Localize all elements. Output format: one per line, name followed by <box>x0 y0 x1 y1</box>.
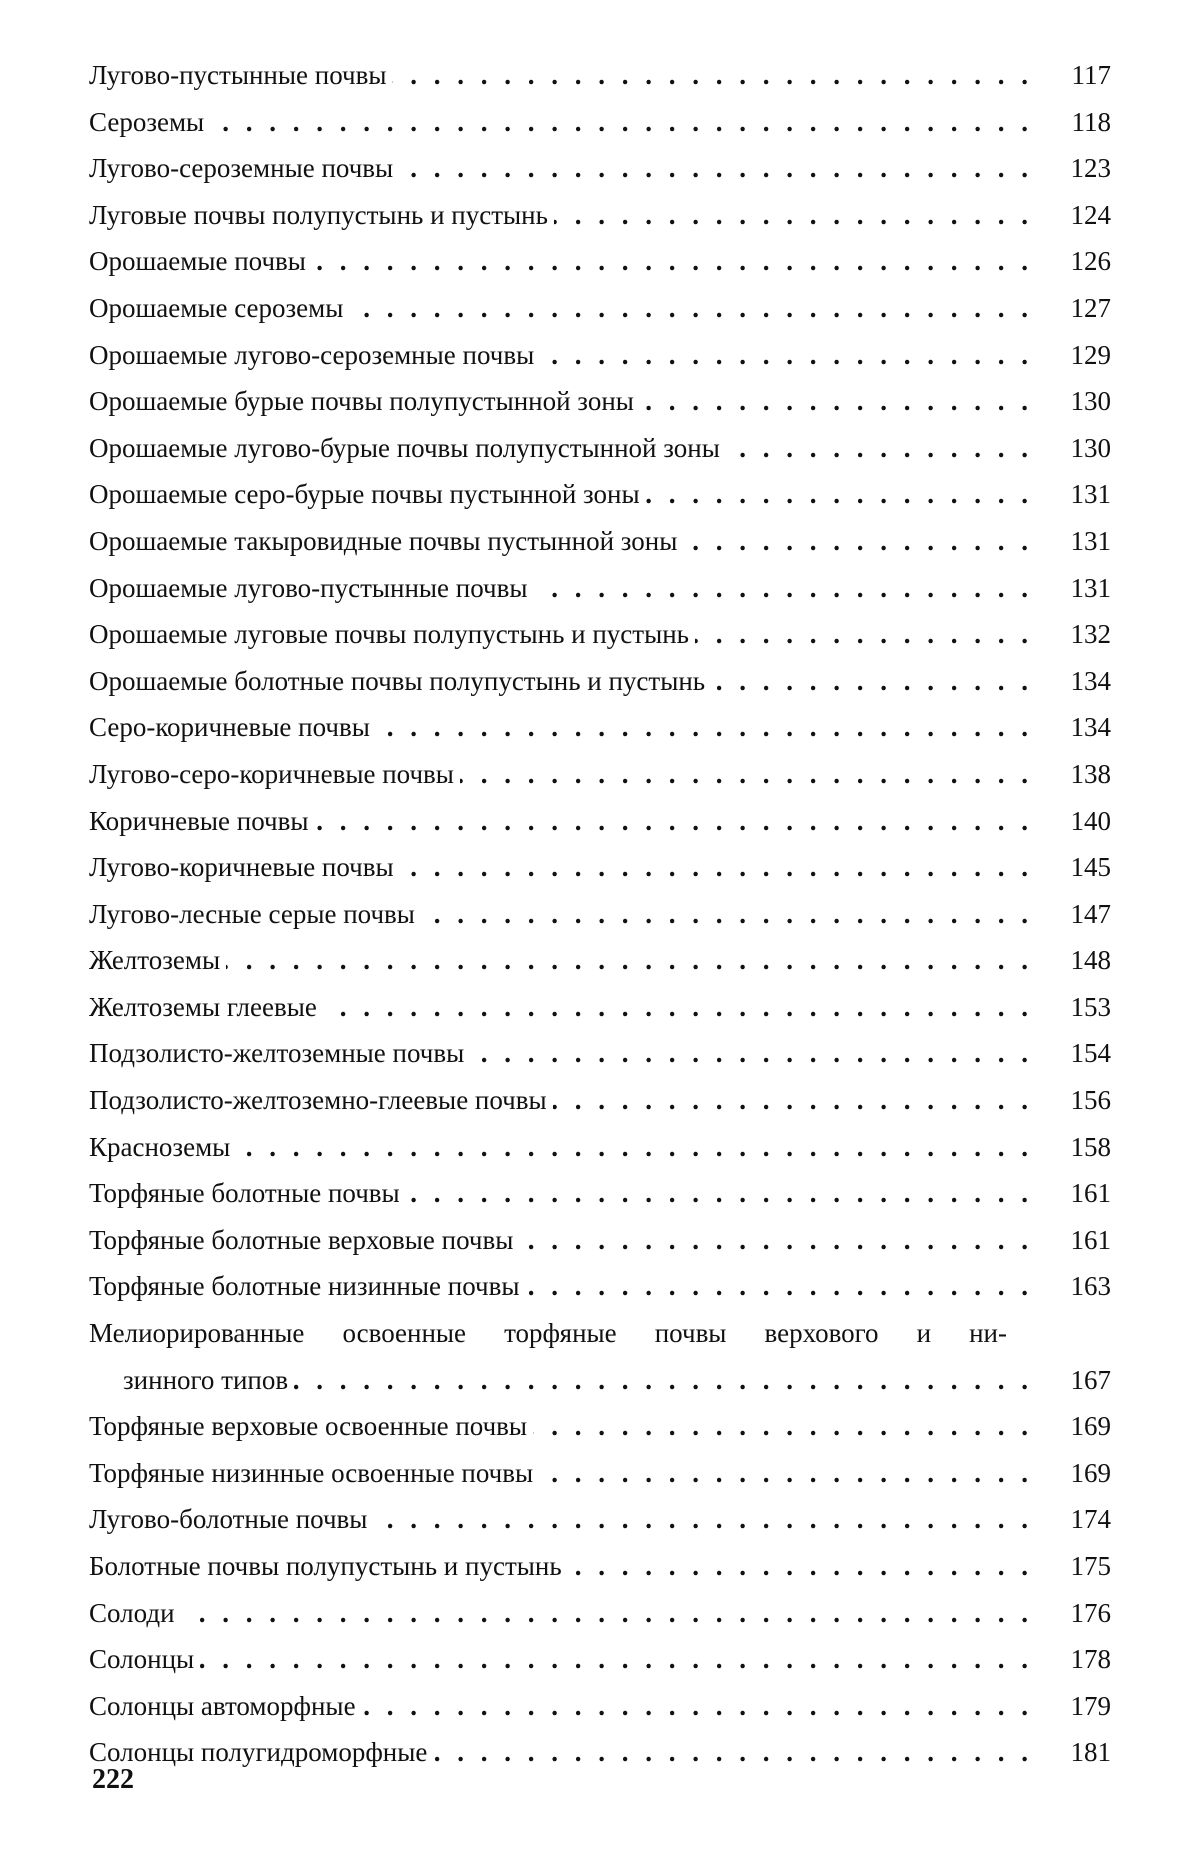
toc-entry-page: 134 <box>1070 665 1111 696</box>
toc-entry-page: 123 <box>1070 153 1111 184</box>
toc-leader-dots <box>553 1077 1033 1124</box>
toc-entry-page: 178 <box>1070 1644 1111 1675</box>
toc-entry-title: Орошаемые лугово-пустынные почвы <box>89 572 528 603</box>
toc-leader-dots <box>534 565 1033 612</box>
toc-entry-page: 140 <box>1070 805 1111 836</box>
toc-entry-title: Торфяные болотные почвы <box>89 1178 400 1209</box>
toc-leader-dots <box>400 844 1033 891</box>
toc-entry <box>89 1170 1111 1217</box>
toc-entry <box>89 1636 1111 1683</box>
toc-entry <box>89 192 1111 239</box>
toc-entry <box>89 332 1111 379</box>
toc-entry-title: Желтоземы глеевые <box>89 991 317 1022</box>
toc-entry-page: 117 <box>1071 60 1111 90</box>
toc-entry <box>89 1310 1111 1403</box>
toc-entry-page: 118 <box>1071 106 1111 137</box>
toc-entry <box>89 52 1111 99</box>
toc-leader-dots <box>294 1357 1033 1404</box>
toc-leader-dots <box>533 1403 1033 1450</box>
toc-entry-title: Орошаемые бурые почвы полупустынной зоны <box>89 386 634 417</box>
toc-leader-dots <box>646 471 1033 518</box>
toc-leader-dots <box>540 332 1033 379</box>
toc-leader-dots <box>210 99 1033 146</box>
toc-leader-dots <box>236 1124 1033 1171</box>
toc-entry-title: Подзолисто-желтоземные почвы <box>89 1038 465 1069</box>
toc-entry-title: Солоди <box>89 1597 175 1628</box>
toc-leader-dots <box>525 1263 1033 1310</box>
toc-entry-page: 132 <box>1070 619 1111 650</box>
toc-entry-page: 147 <box>1070 898 1111 929</box>
toc-leader-dots <box>399 145 1033 192</box>
toc-entry-title: Торфяные болотные низинные почвы <box>89 1271 520 1302</box>
toc-entry-title: Орошаемые луговые почвы полупустынь и пустынь <box>89 619 689 650</box>
toc-leader-dots <box>406 1170 1033 1217</box>
toc-entry <box>89 1263 1111 1310</box>
toc-entry-title: Орошаемые такыровидные почвы пустынной зоны <box>89 525 678 556</box>
toc-leader-dots <box>460 751 1033 798</box>
table-of-contents <box>89 52 1111 1776</box>
toc-entry <box>89 891 1111 938</box>
toc-entry <box>89 751 1111 798</box>
toc-entry <box>89 1450 1111 1497</box>
toc-entry-title: Серо-коричневые почвы <box>89 712 370 743</box>
toc-leader-dots <box>554 192 1033 239</box>
toc-entry <box>89 1590 1111 1637</box>
toc-leader-dots <box>519 1217 1033 1264</box>
toc-entry-title: Торфяные болотные верховые почвы <box>89 1224 514 1255</box>
toc-entry-page: 134 <box>1070 712 1111 743</box>
toc-entry-page: 169 <box>1070 1457 1111 1488</box>
toc-leader-dots <box>312 238 1033 285</box>
toc-entry-page: 138 <box>1070 758 1111 789</box>
toc-entry-page: 148 <box>1070 945 1111 976</box>
toc-entry <box>89 145 1111 192</box>
toc-entry-page: 161 <box>1070 1224 1111 1255</box>
toc-entry-page: 124 <box>1070 199 1111 230</box>
toc-entry-title: Орошаемые лугово-сероземные почвы <box>89 339 535 370</box>
toc-entry-title: Орошаемые серо-бурые почвы пустынной зоны <box>89 479 640 510</box>
toc-leader-dots <box>640 378 1033 425</box>
toc-entry-page: 130 <box>1070 432 1111 463</box>
toc-leader-dots <box>314 798 1033 845</box>
toc-entry-title: Орошаемые сероземы <box>89 292 344 323</box>
toc-entry-page: 176 <box>1070 1597 1111 1628</box>
toc-entry-page: 154 <box>1070 1038 1111 1069</box>
toc-entry-page: 163 <box>1070 1271 1111 1302</box>
toc-entry-page: 131 <box>1070 525 1111 556</box>
toc-entry-title: Орошаемые почвы <box>89 246 306 277</box>
toc-entry-page: 126 <box>1070 246 1111 277</box>
toc-leader-dots <box>200 1636 1033 1683</box>
toc-entry-title: Желтоземы <box>89 945 221 976</box>
toc-entry <box>89 565 1111 612</box>
toc-leader-dots <box>539 1450 1033 1497</box>
toc-leader-dots <box>392 52 1033 99</box>
toc-entry <box>89 1496 1111 1543</box>
toc-leader-dots <box>226 937 1033 984</box>
toc-entry-page: 145 <box>1070 852 1111 883</box>
toc-entry <box>89 1729 1111 1776</box>
toc-entry-page: 174 <box>1070 1504 1111 1535</box>
toc-entry-title: Луговые почвы полупустынь и пустынь <box>89 199 548 230</box>
toc-entry <box>89 658 1111 705</box>
toc-leader-dots <box>323 984 1033 1031</box>
page-number: 222 <box>92 1764 134 1795</box>
toc-entry-title: Мелиорированные освоенные торфяные почвы верхового и ни- <box>89 1318 1007 1349</box>
toc-entry-title: Торфяные верховые освоенные почвы <box>89 1411 528 1442</box>
toc-entry-title: Лугово-серо-коричневые почвы <box>89 758 454 789</box>
toc-leader-dots <box>421 891 1033 938</box>
toc-entry-title: Лугово-лесные серые почвы <box>89 898 415 929</box>
toc-entry <box>89 518 1111 565</box>
toc-entry-page: 181 <box>1070 1737 1111 1768</box>
toc-entry <box>89 1403 1111 1450</box>
toc-entry <box>89 1683 1111 1730</box>
toc-entry <box>89 99 1111 146</box>
toc-entry-page: 129 <box>1070 339 1111 370</box>
toc-entry <box>89 1077 1111 1124</box>
toc-leader-dots <box>181 1590 1033 1637</box>
toc-leader-dots <box>568 1543 1033 1590</box>
toc-entry-title: Лугово-коричневые почвы <box>89 852 394 883</box>
toc-leader-dots <box>349 285 1033 332</box>
toc-entry-title: Подзолисто-желтоземно-глеевые почвы <box>89 1085 547 1116</box>
toc-entry-title: Торфяные низинные освоенные почвы <box>89 1457 534 1488</box>
toc-entry-page: 131 <box>1070 572 1111 603</box>
toc-entry <box>89 984 1111 1031</box>
toc-entry <box>89 1030 1111 1077</box>
toc-leader-dots <box>683 518 1033 565</box>
toc-entry-title: Солонцы полугидроморфные <box>89 1737 428 1768</box>
toc-leader-dots <box>362 1683 1033 1730</box>
toc-entry <box>89 611 1111 658</box>
toc-entry <box>89 1543 1111 1590</box>
toc-leader-dots <box>695 611 1033 658</box>
toc-entry <box>89 1124 1111 1171</box>
toc-leader-dots <box>726 425 1033 472</box>
toc-entry <box>89 798 1111 845</box>
toc-entry-page: 179 <box>1070 1690 1111 1721</box>
toc-entry <box>89 378 1111 425</box>
toc-entry-page: 130 <box>1070 386 1111 417</box>
toc-entry-page: 153 <box>1070 991 1111 1022</box>
toc-entry <box>89 844 1111 891</box>
toc-leader-dots <box>470 1030 1033 1077</box>
toc-entry <box>89 471 1111 518</box>
toc-entry <box>89 704 1111 751</box>
toc-entry-title: Орошаемые лугово-бурые почвы полупустынной зоны <box>89 432 720 463</box>
toc-entry-page: 131 <box>1070 479 1111 510</box>
toc-entry-page: 167 <box>1070 1364 1111 1395</box>
toc-entry-page: 156 <box>1070 1085 1111 1116</box>
toc-entry-page: 175 <box>1070 1551 1111 1581</box>
toc-leader-dots <box>376 704 1033 751</box>
toc-entry <box>89 238 1111 285</box>
toc-entry-title: Коричневые почвы <box>89 805 309 836</box>
toc-entry-page: 169 <box>1070 1411 1111 1442</box>
toc-entry-continuation <box>89 1357 1111 1404</box>
toc-entry-title: Лугово-болотные почвы <box>89 1504 368 1535</box>
toc-entry-page: 161 <box>1070 1178 1111 1209</box>
toc-leader-dots <box>373 1496 1033 1543</box>
toc-entry <box>89 425 1111 472</box>
toc-entry <box>89 937 1111 984</box>
toc-entry-title: Лугово-пустынные почвы <box>89 60 387 90</box>
toc-entry-title: Солонцы <box>89 1644 195 1675</box>
toc-entry-title: Лугово-сероземные почвы <box>89 153 394 184</box>
toc-entry-page: 127 <box>1070 292 1111 323</box>
toc-entry-title: Болотные почвы полупустынь и пустынь <box>89 1551 562 1581</box>
toc-entry-title: Солонцы автоморфные <box>89 1690 356 1721</box>
toc-entry <box>89 1217 1111 1264</box>
toc-entry <box>89 285 1111 332</box>
toc-leader-dots <box>711 658 1033 705</box>
toc-entry-title: Сероземы <box>89 106 205 137</box>
toc-entry-title: Орошаемые болотные почвы полупустынь и пустынь <box>89 665 706 696</box>
toc-leader-dots <box>433 1729 1033 1776</box>
toc-entry-title-continuation: зинного типов <box>123 1364 289 1395</box>
toc-entry-page: 158 <box>1070 1131 1111 1162</box>
toc-entry-title: Красноземы <box>89 1131 231 1162</box>
